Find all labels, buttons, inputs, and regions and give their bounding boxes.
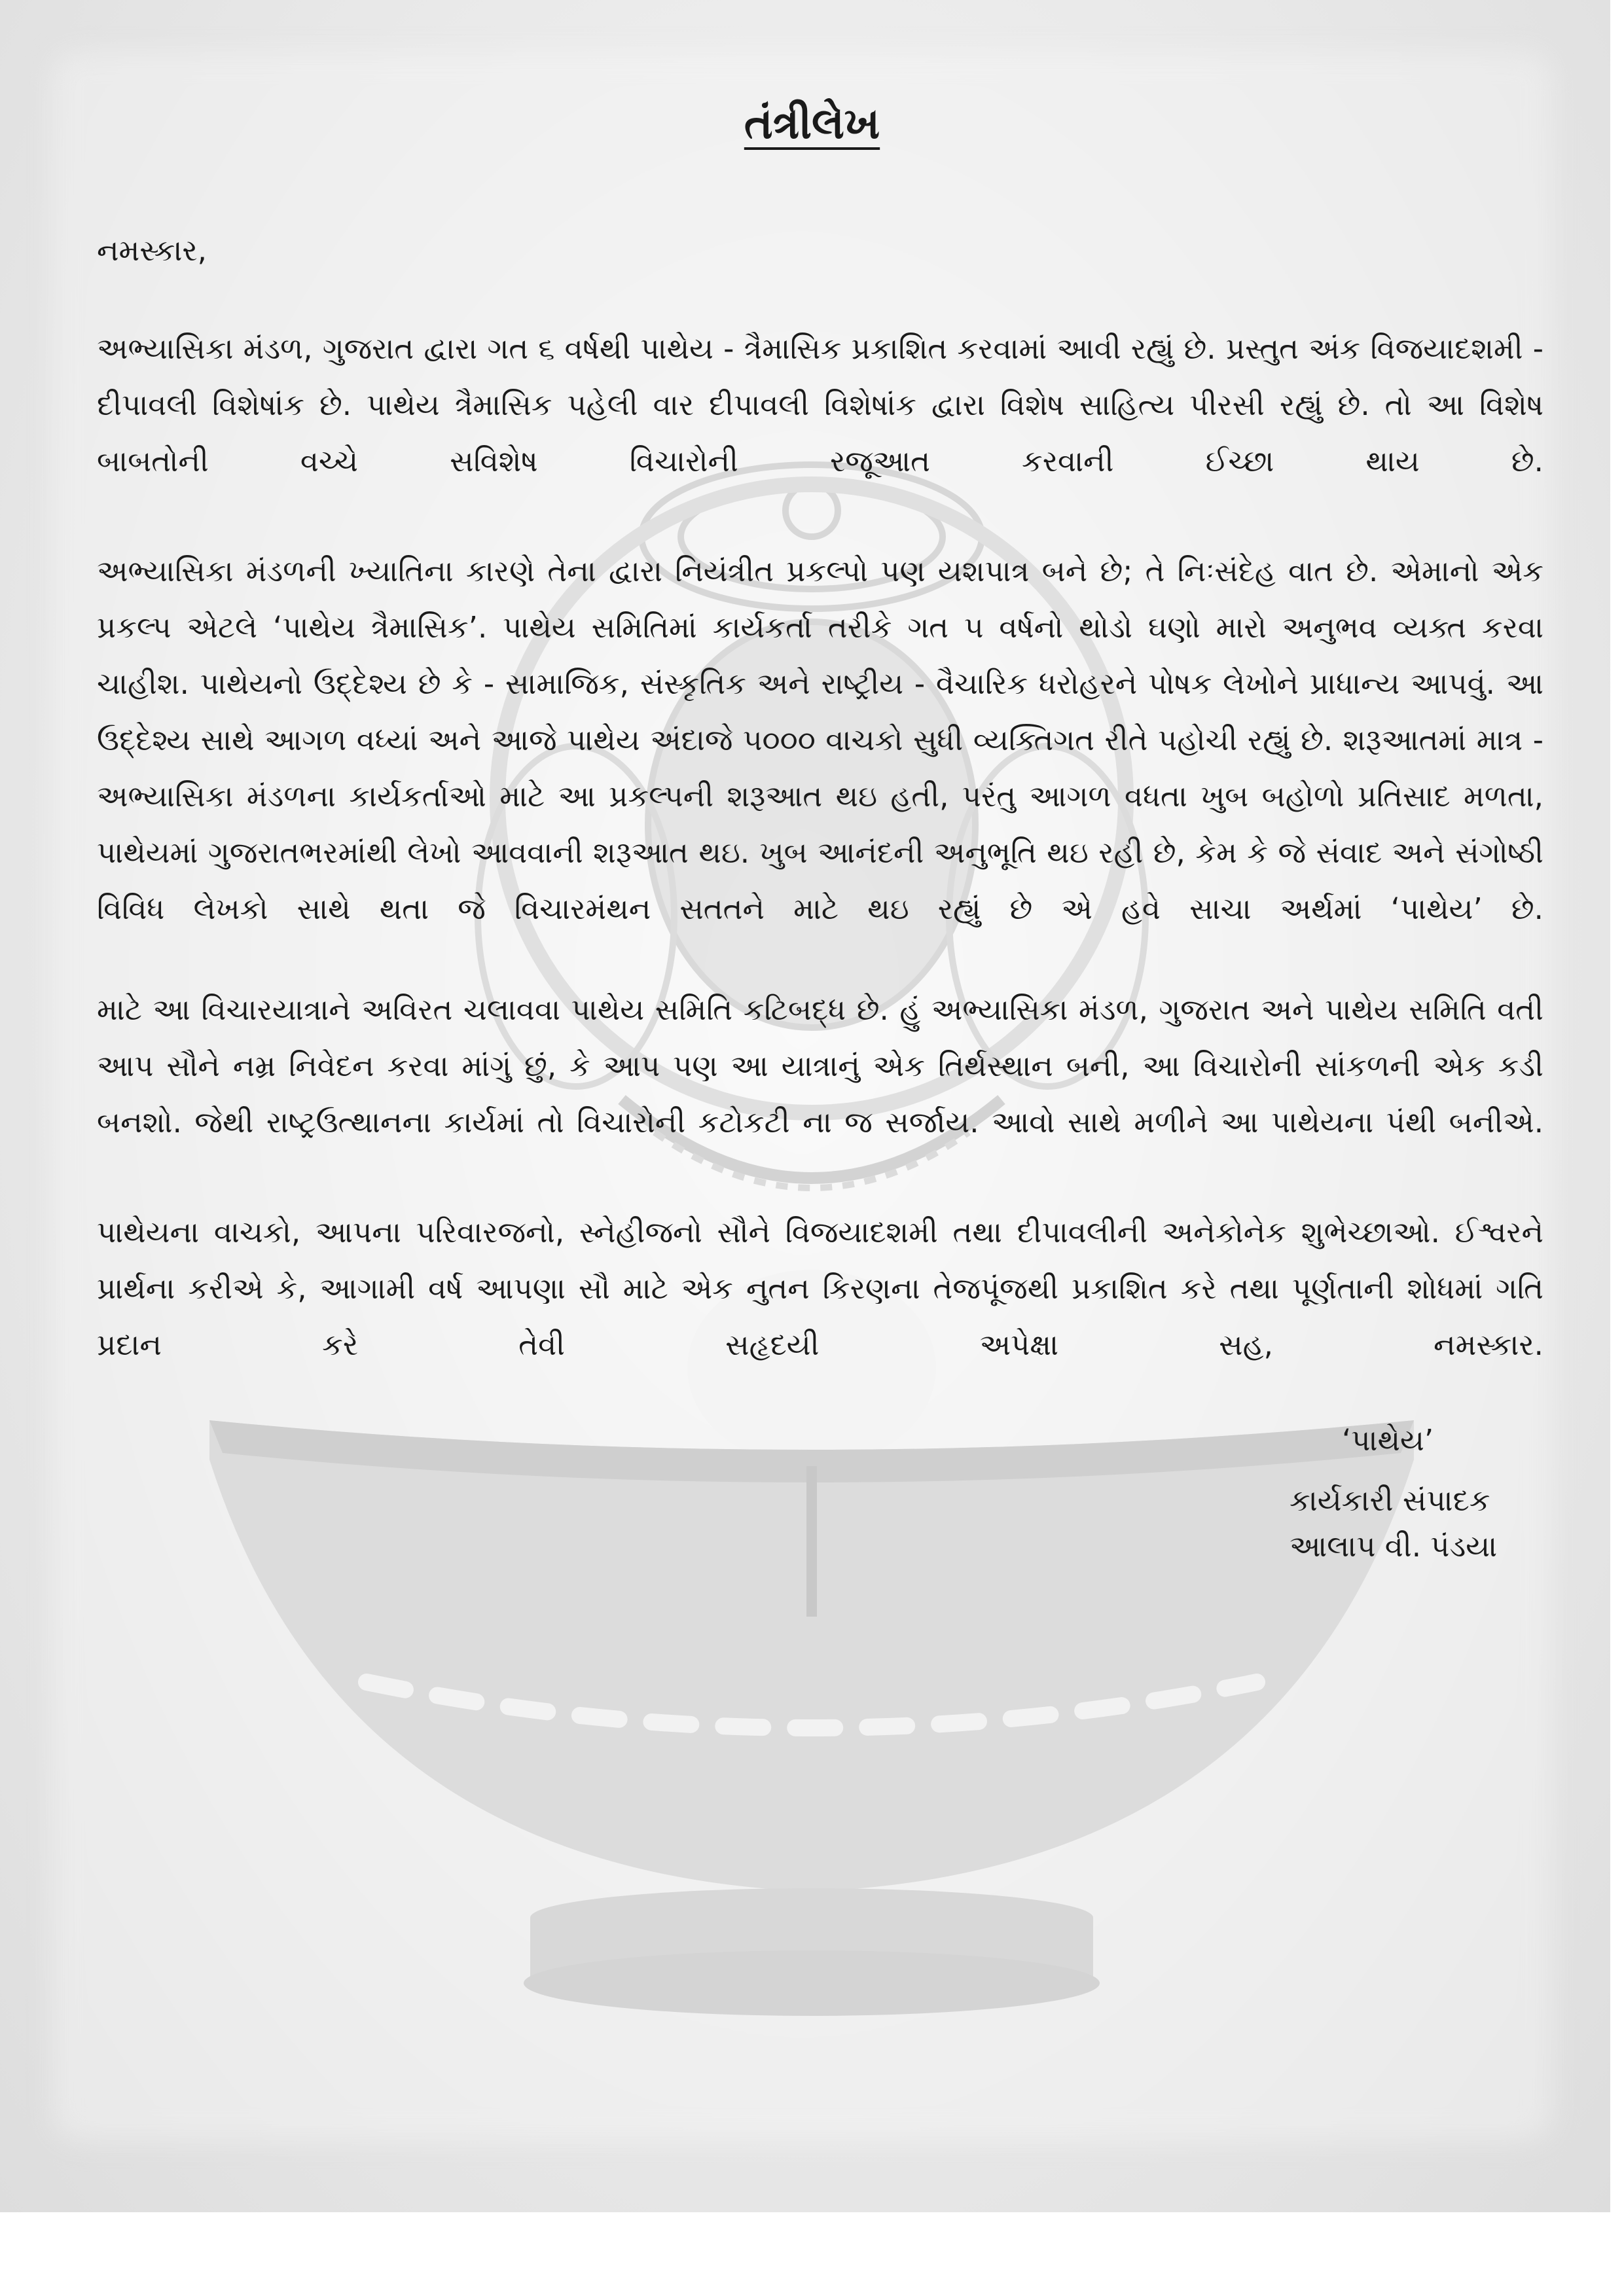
paragraph: માટે આ વિચારયાત્રાને અવિરત ચલાવવા પાથેય સમિતિ કટિબદ્ધ છે. હું અભ્યાસિકા મંડળ, ગુજરાત અને પાથેય સમિતિ વતી આપ સૌને નમ્ર નિવેદન કરવા માંગું છું, કે આપ પણ આ યાત્રાનું એક તિર્થસ્થાન બની, આ વિચારોની સાંકળની એક કડી બનશો. જેથી રાષ્ટ્રઉત્થાનના કાર્યમાં તો વિચારોની કટોકટી ના જ સર્જાય. આવો સાથે મળીને આ પાથેયના પંથી બનીએ. — [97, 992, 1543, 1139]
signature-publication: ‘પાથેય’ — [1342, 1423, 1434, 1458]
paragraph: અભ્યાસિકા મંડળ, ગુજરાત દ્વારા ગત ૬ વર્ષથી પાથેય - ત્રૈમાસિક પ્રકાશિત કરવામાં આવી રહ્યું છે. પ્રસ્તુત અંક વિજયાદશમી - દીપાવલી વિશેષાંક છે. પાથેય ત્રૈમાસિક પહેલી વાર દીપાવલી વિશેષાંક દ્વારા વિશેષ સાહિત્ય પીરસી રહ્યું છે. તો આ વિશેષ બાબતોની વચ્ચે સવિશેષ વિચારોની રજૂઆત કરવાની ઈચ્છા થાય છે. — [97, 331, 1543, 478]
greeting: નમસ્કાર, — [97, 233, 207, 268]
paragraph: અભ્યાસિકા મંડળની ખ્યાતિના કારણે તેના દ્વારા નિયંત્રીત પ્રકલ્પો પણ યશપાત્ર બને છે; તે નિઃસંદેહ વાત છે. એમાનો એક પ્રકલ્પ એટલે ‘પાથેય ત્રૈમાસિક’. પાથેય સમિતિમાં કાર્યકર્તા તરીકે ગત ૫ વર્ષનો થોડો ઘણો મારો અનુભવ વ્યક્ત કરવા ચાહીશ. પાથેયનો ઉદ્દેશ્ય છે કે - સામાજિક, સંસ્કૃતિક અને રાષ્ટ્રીય - વૈચારિક ધરોહરને પોષક લેખોને પ્રાધાન્ય આપવું. આ ઉદ્દેશ્ય સાથે આગળ વધ્યાં અને આજે પાથેય અંદાજે ૫૦૦૦ વાચકો સુધી વ્યક્તિગત રીતે પહોચી રહ્યું છે. શરૂઆતમાં માત્ર - અભ્યાસિકા મંડળના કાર્યકર્તાઓ માટે આ પ્રકલ્પની શરૂઆત થઇ હતી, પરંતુ આગળ વધતા ખુબ બહોળો પ્રતિસાદ મળતા, પાથેયમાં ગુજરાતભરમાંથી લેખો આવવાની શરૂઆત થઇ. ખુબ આનંદની અનુભૂતિ થઇ રહી છે, કેમ કે જે સંવાદ અને સંગોષ્ઠી વિવિધ લેખકો સાથે થતા જે વિચારમંથન સતતને માટે થઇ રહ્યું છે એ હવે સાચા અર્થમાં ‘પાથેય’ છે. — [97, 554, 1543, 926]
signature-role: કાર્યકારી સંપાદક — [1290, 1483, 1490, 1518]
signature-name: આલાપ વી. પંડયા — [1290, 1529, 1498, 1564]
page-title: તંત્રીલેખ — [744, 98, 880, 149]
paragraph: પાથેયના વાચકો, આપના પરિવારજનો, સ્નેહીજનો સૌને વિજયાદશમી તથા દીપાવલીની અનેકોનેક શુભેચ્છાઓ. ઈશ્વરને પ્રાર્થના કરીએ કે, આગામી વર્ષ આપણા સૌ માટે એક નુતન કિરણના તેજપૂંજથી પ્રકાશિત કરે તથા પૂર્ણતાની શોધમાં ગતિ પ્રદાન કરે તેવી સહૃદયી અપેક્ષા સહ, નમસ્કાર. — [97, 1215, 1543, 1362]
